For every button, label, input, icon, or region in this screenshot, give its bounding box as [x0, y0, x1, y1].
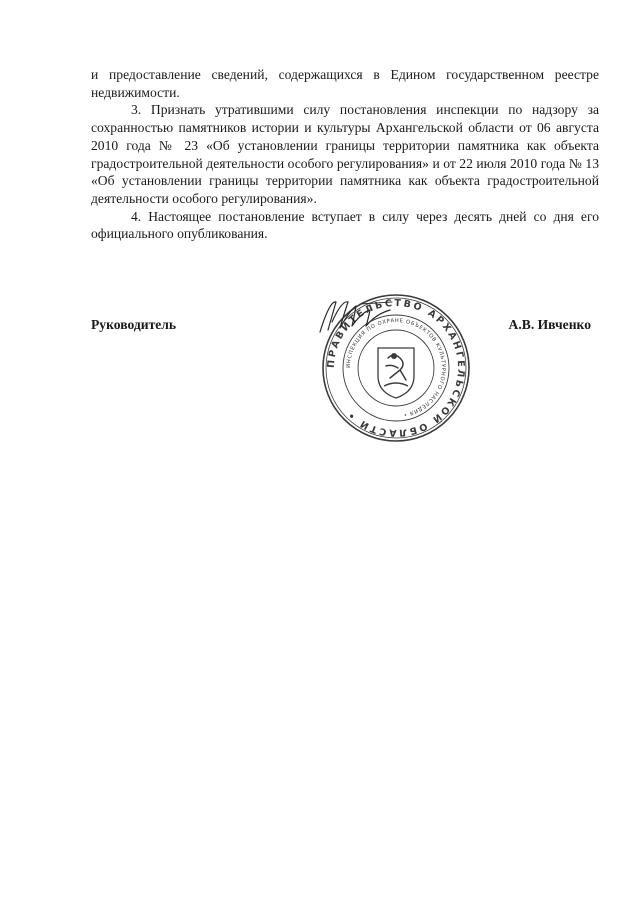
svg-text:ИНСПЕКЦИЯ ПО ОХРАНЕ ОБЪЕКТОВ К: ИНСПЕКЦИЯ ПО ОХРАНЕ ОБЪЕКТОВ КУЛЬТУРНОГО НАСЛЕДИЯ • [345, 317, 447, 418]
paragraph-item-4: 4. Настоящее постановление вступает в силу через десять дней со дня его официального опубликования. [91, 208, 599, 242]
svg-text:ПРАВИТЕЛЬСТВО АРХАНГЕЛЬСКОЙ ОБ: ПРАВИТЕЛЬСТВО АРХАНГЕЛЬСКОЙ ОБЛАСТИ • [325, 297, 467, 439]
signatory-title: Руководитель [91, 317, 177, 332]
signatory-name: А.В. Ивченко [508, 317, 591, 332]
paragraph-continuation: и предоставление сведений, содержащихся в Едином государственном реестре недвижимости. [91, 67, 599, 100]
document-body [91, 66, 599, 243]
coat-of-arms-icon [378, 348, 414, 398]
paragraph-item-3: 3. Признать утратившими силу постановления инспекции по надзору за сохранностью памятников истории и культуры Архангельской области от 06 августа 2010 года № 23 «Об установлении границы территории памятника как объекта градостроительной деятельности особого регулирования» и от 22 июля 2010 года № 13 «Об установлении границы территории памятника как объекта градостроительной деятельности особого регулирования». [91, 102, 599, 206]
signature-block [91, 317, 599, 337]
